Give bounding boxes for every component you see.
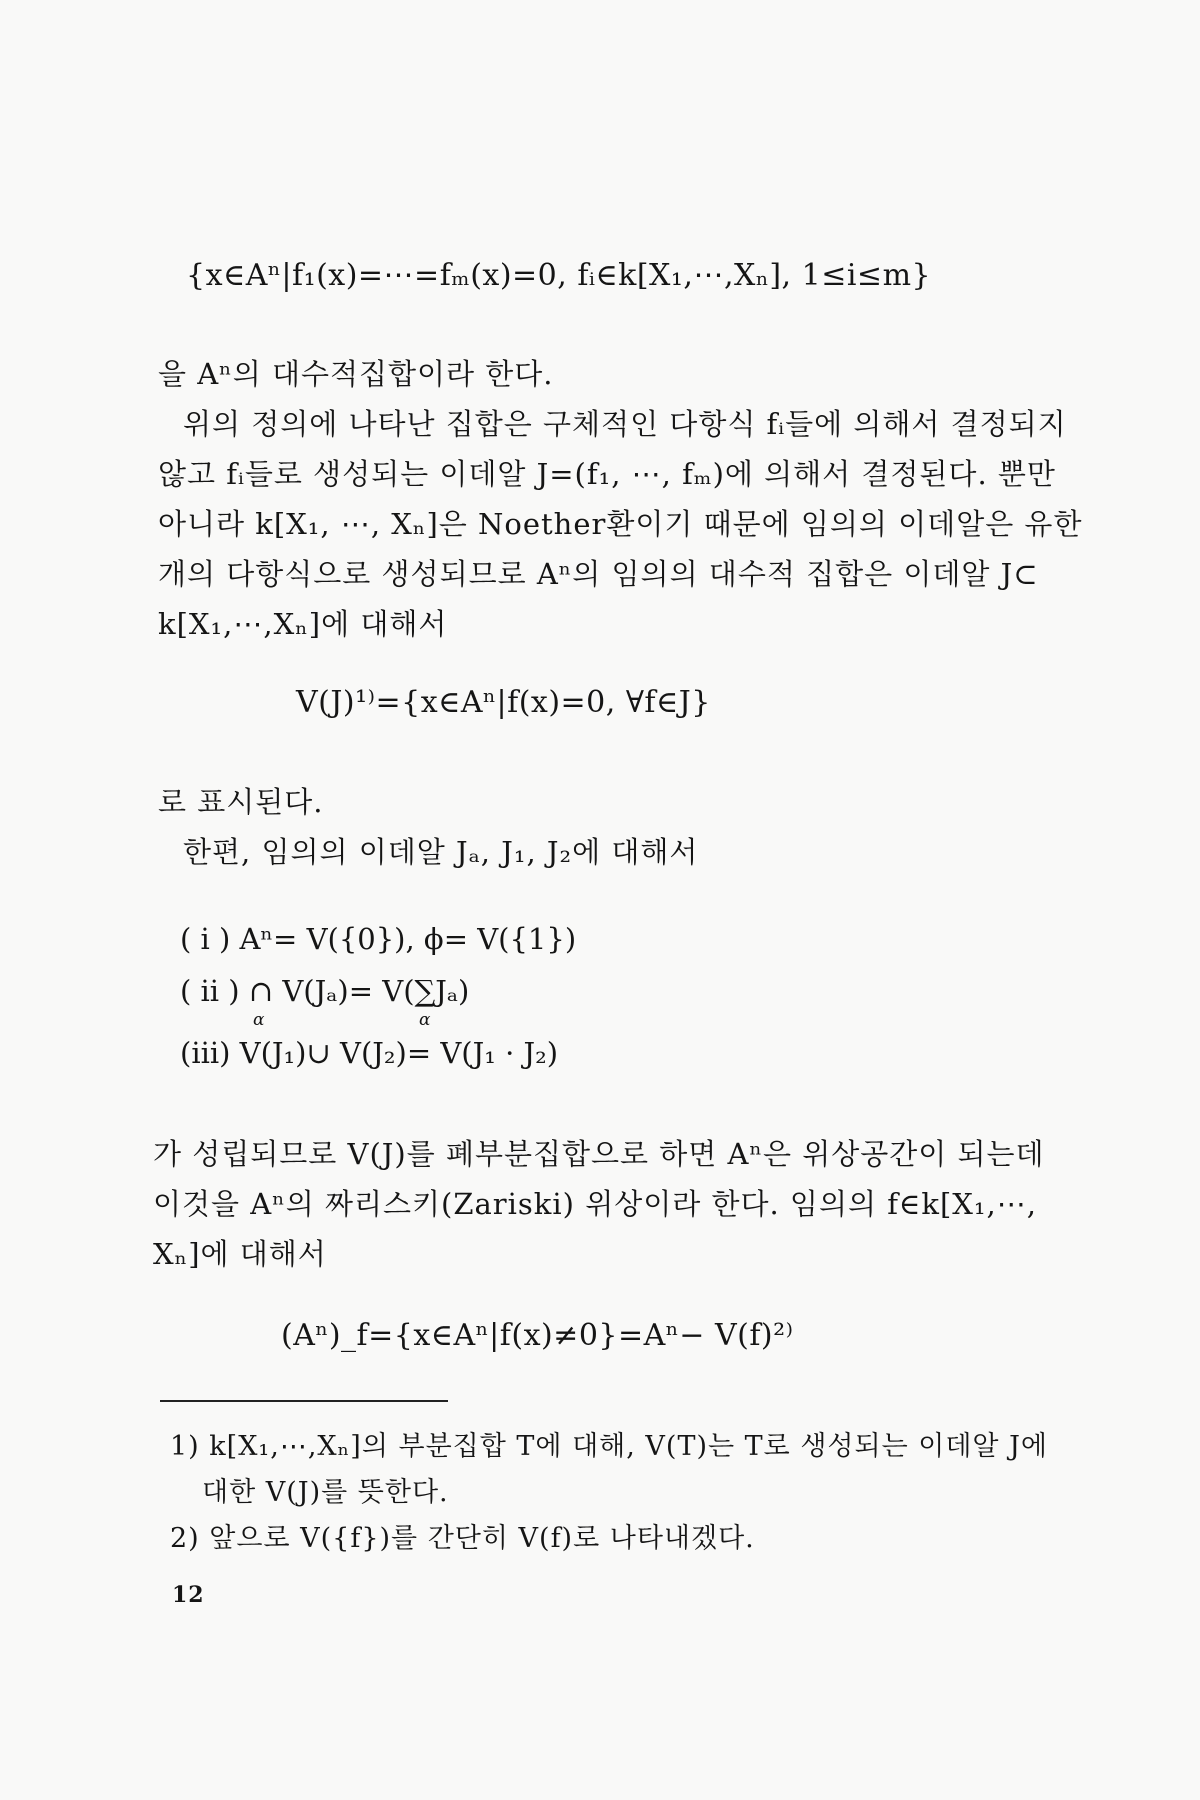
footnote-divider: [160, 1400, 448, 1402]
paragraph-line: k[X₁,⋯,Xₙ]에 대해서: [158, 607, 448, 641]
page-number: 12: [172, 1582, 205, 1608]
equation-open-set: (Aⁿ)_f={x∈Aⁿ|f(x)≠0}=Aⁿ− V(f)²⁾: [281, 1318, 794, 1353]
paragraph-line: 위의 정의에 나타난 집합은 구체적인 다항식 fᵢ들에 의해서 결정되지: [183, 407, 1067, 441]
paragraph-line: 로 표시된다.: [158, 785, 324, 819]
paragraph-line: Xₙ]에 대해서: [153, 1237, 327, 1271]
sum-index: α: [419, 1010, 431, 1030]
list-item-iii: (iii) V(J₁)∪ V(J₂)= V(J₁ · J₂): [180, 1036, 559, 1070]
paragraph-line: 가 성립되므로 V(J)를 폐부분집합으로 하면 Aⁿ은 위상공간이 되는데: [153, 1137, 1045, 1171]
footnote-2: 2) 앞으로 V({f})를 간단히 V(f)로 나타내겠다.: [170, 1523, 755, 1554]
footnote-1: 1) k[X₁,⋯,Xₙ]의 부분집합 T에 대해, V(T)는 T로 생성되는 이데알 J에: [170, 1431, 1048, 1462]
footnote-1-continuation: 대한 V(J)를 뜻한다.: [202, 1477, 449, 1508]
list-item-ii: ( ii ) ∩ V(Jₐ)= V(∑Jₐ): [180, 974, 470, 1008]
paragraph-line: 않고 fᵢ들로 생성되는 이데알 J=(f₁, ⋯, fₘ)에 의해서 결정된다. 뿐만: [158, 457, 1056, 491]
equation-algebraic-set: {x∈Aⁿ|f₁(x)=⋯=fₘ(x)=0, fᵢ∈k[X₁,⋯,Xₙ], 1≤i≤m}: [186, 258, 932, 293]
paragraph-line: 이것을 Aⁿ의 짜리스키(Zariski) 위상이라 한다. 임의의 f∈k[X₁,⋯,: [153, 1187, 1037, 1221]
paragraph-line: 한편, 임의의 이데알 Jₐ, J₁, J₂에 대해서: [183, 835, 699, 869]
paragraph-line: 아니라 k[X₁, ⋯, Xₙ]은 Noether환이기 때문에 임의의 이데알은 유한: [158, 507, 1083, 541]
list-item-i: ( i ) Aⁿ= V({0}), ϕ= V({1}): [180, 922, 577, 956]
paragraph-line: 을 Aⁿ의 대수적집합이라 한다.: [158, 357, 554, 391]
equation-variety: V(J)¹⁾={x∈Aⁿ|f(x)=0, ∀f∈J}: [296, 685, 711, 720]
paragraph-line: 개의 다항식으로 생성되므로 Aⁿ의 임의의 대수적 집합은 이데알 J⊂: [158, 557, 1039, 591]
intersection-index: α: [253, 1010, 265, 1030]
